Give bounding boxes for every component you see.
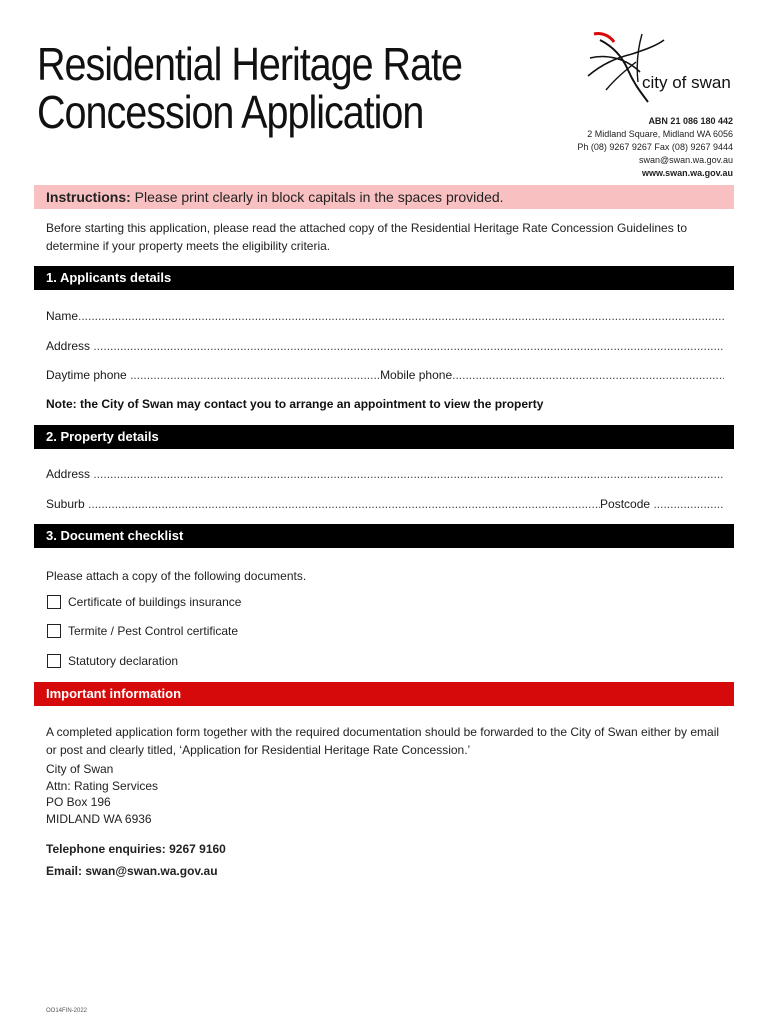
- applicant-address-label: Address: [46, 339, 91, 353]
- mobile-phone-dotted-line[interactable]: [452, 367, 724, 383]
- address-line: MIDLAND WA 6936: [46, 811, 152, 826]
- checklist-item-label: Certificate of buildings insurance: [68, 595, 242, 609]
- telephone-enquiries: Telephone enquiries: 9267 9160: [46, 842, 226, 856]
- phone-fields[interactable]: [46, 367, 724, 383]
- title-line-1: Residential Heritage Rate: [37, 38, 462, 90]
- instructions-text: Please print clearly in block capitals in the spaces provided.: [134, 189, 504, 205]
- section-3-heading: 3. Document checklist: [34, 524, 734, 548]
- address-line: PO Box 196: [46, 795, 111, 809]
- daytime-phone-label: Daytime phone: [46, 368, 127, 382]
- contact-note: Note: the City of Swan may contact you to arrange an appointment to view the property: [46, 397, 544, 411]
- suburb-label: Suburb: [46, 497, 85, 511]
- checklist-item[interactable]: [47, 595, 241, 609]
- address-line: City of Swan: [46, 762, 114, 776]
- checklist-intro: Please attach a copy of the following documents.: [46, 569, 307, 583]
- property-address-label: Address: [46, 467, 91, 481]
- postcode-dotted-line[interactable]: [653, 496, 724, 512]
- address-line: Attn: Rating Services: [46, 778, 159, 793]
- property-address-field[interactable]: [46, 466, 724, 482]
- city-of-swan-logo: [582, 28, 740, 108]
- title-line-2: Concession Application: [37, 86, 424, 138]
- contact-details: [577, 115, 733, 180]
- checkbox[interactable]: [47, 654, 61, 668]
- applicant-address-field[interactable]: [46, 338, 724, 354]
- mobile-phone-label: Mobile phone: [380, 368, 453, 382]
- checkbox[interactable]: [47, 624, 61, 638]
- checklist-item[interactable]: [47, 654, 178, 668]
- name-label: Name: [46, 309, 79, 323]
- postal-address-block: [46, 761, 726, 827]
- section-2-heading: 2. Property details: [34, 425, 734, 449]
- logo-text: city of swan: [642, 73, 731, 92]
- important-info-text: A completed application form together with the required documentation should be forwarded to the City of Swan either by email or post and clearly titled, ‘Application for Residential Heritage Rate Concession.’: [46, 725, 720, 757]
- form-code: OO14FIN-2022: [46, 1008, 88, 1014]
- abn: ABN 21 086 180 442: [648, 116, 733, 126]
- name-field[interactable]: [46, 308, 724, 324]
- phone-fax: Ph (08) 9267 9267 Fax (08) 9267 9444: [577, 142, 733, 152]
- postcode-label: Postcode: [600, 497, 651, 511]
- checklist-item-label: Statutory declaration: [68, 654, 179, 668]
- enquiries-email: Email: swan@swan.wa.gov.au: [46, 864, 218, 878]
- checklist-item-label: Termite / Pest Control certificate: [68, 624, 239, 638]
- important-info-heading: Important information: [34, 682, 734, 706]
- instructions-label: Instructions:: [46, 189, 131, 205]
- checklist-item[interactable]: [47, 624, 238, 638]
- applicant-address-dotted-line[interactable]: [93, 338, 724, 354]
- website: www.swan.wa.gov.au: [641, 168, 733, 178]
- daytime-phone-dotted-line[interactable]: [130, 367, 380, 383]
- postal-address: 2 Midland Square, Midland WA 6056: [587, 129, 733, 139]
- suburb-dotted-line[interactable]: [88, 496, 600, 512]
- contact-email: swan@swan.wa.gov.au: [638, 155, 733, 165]
- instructions-banner: [34, 185, 734, 209]
- name-dotted-line[interactable]: [78, 308, 724, 324]
- intro-paragraph: Before starting this application, please read the attached copy of the Residential Heritage Rate Concession Guidelines to determine if your property meets the eligibility criteria.: [46, 221, 688, 253]
- suburb-postcode-fields[interactable]: [46, 496, 724, 512]
- section-1-heading: 1. Applicants details: [34, 266, 734, 290]
- property-address-dotted-line[interactable]: [93, 466, 724, 482]
- page-title: [37, 40, 462, 136]
- checkbox[interactable]: [47, 595, 61, 609]
